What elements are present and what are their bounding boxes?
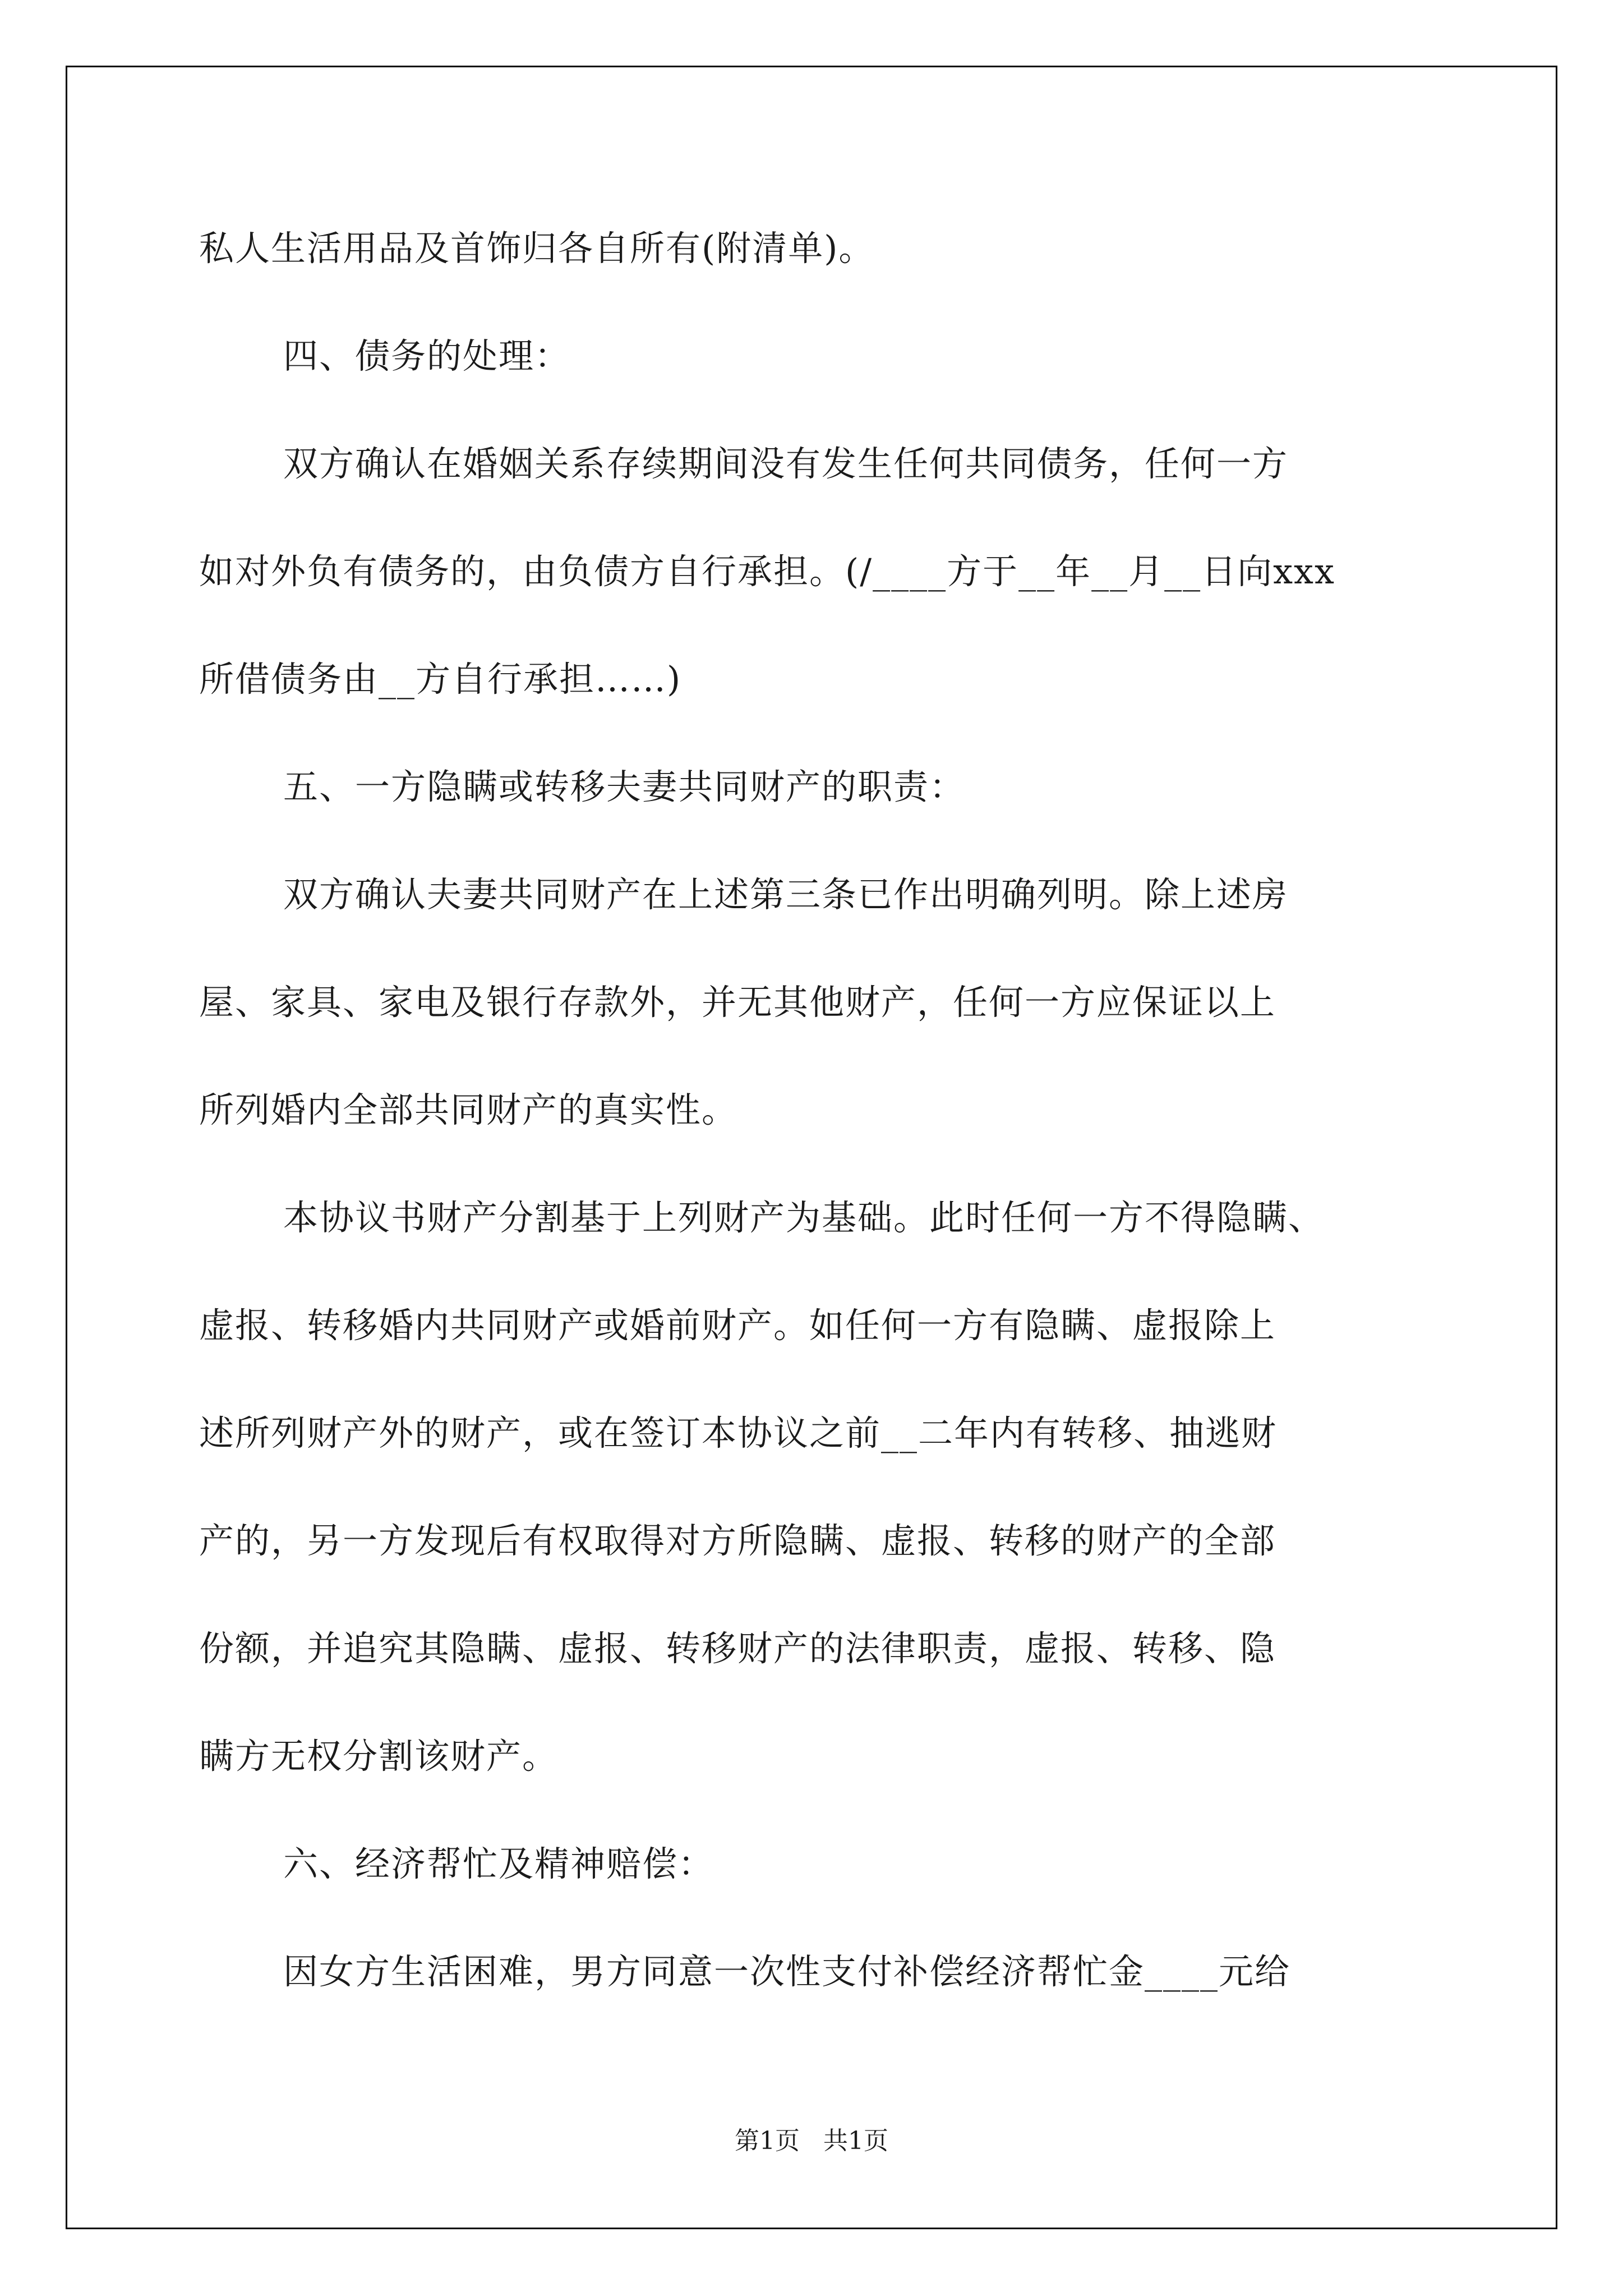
section-heading: 五、一方隐瞒或转移夫妻共同财产的职责： (283, 766, 966, 807)
section-heading: 六、经济帮忙及精神赔偿： (283, 1843, 714, 1884)
text-line: 私人生活用品及首饰归各自所有(附清单)。 (199, 228, 875, 269)
text-line: 本协议书财产分割基于上列财产为基础。此时任何一方不得隐瞒、 (283, 1197, 1325, 1238)
text-line: 如对外负有债务的，由负债方自行承担。(/____方于__年__月__日向xxx (199, 551, 1335, 592)
text-line: 份额，并追究其隐瞒、虚报、转移财产的法律职责，虚报、转移、隐 (199, 1628, 1276, 1669)
text-line: 述所列财产外的财产，或在签订本协议之前__二年内有转移、抽逃财 (199, 1412, 1278, 1453)
text-line: 双方确认夫妻共同财产在上述第三条已作出明确列明。除上述房 (283, 874, 1289, 915)
page-border (66, 66, 1557, 2229)
page-number: 第1页 (735, 2127, 800, 2155)
text-line: 因女方生活困难，男方同意一次性支付补偿经济帮忙金____元给 (283, 1951, 1291, 1992)
page-total: 共1页 (823, 2127, 888, 2155)
text-line: 虚报、转移婚内共同财产或婚前财产。如任何一方有隐瞒、虚报除上 (199, 1305, 1276, 1346)
page-footer (0, 2129, 1623, 2154)
text-line: 双方确认在婚姻关系存续期间没有发生任何共同债务，任何一方 (283, 443, 1289, 484)
text-line: 瞒方无权分割该财产。 (199, 1736, 559, 1777)
text-line: 所列婚内全部共同财产的真实性。 (199, 1089, 738, 1130)
text-line: 屋、家具、家电及银行存款外，并无其他财产，任何一方应保证以上 (199, 982, 1276, 1023)
section-heading: 四、债务的处理： (283, 335, 571, 376)
text-line: 产的，另一方发现后有权取得对方所隐瞒、虚报、转移的财产的全部 (199, 1520, 1276, 1561)
text-line: 所借债务由__方自行承担……) (199, 659, 682, 700)
